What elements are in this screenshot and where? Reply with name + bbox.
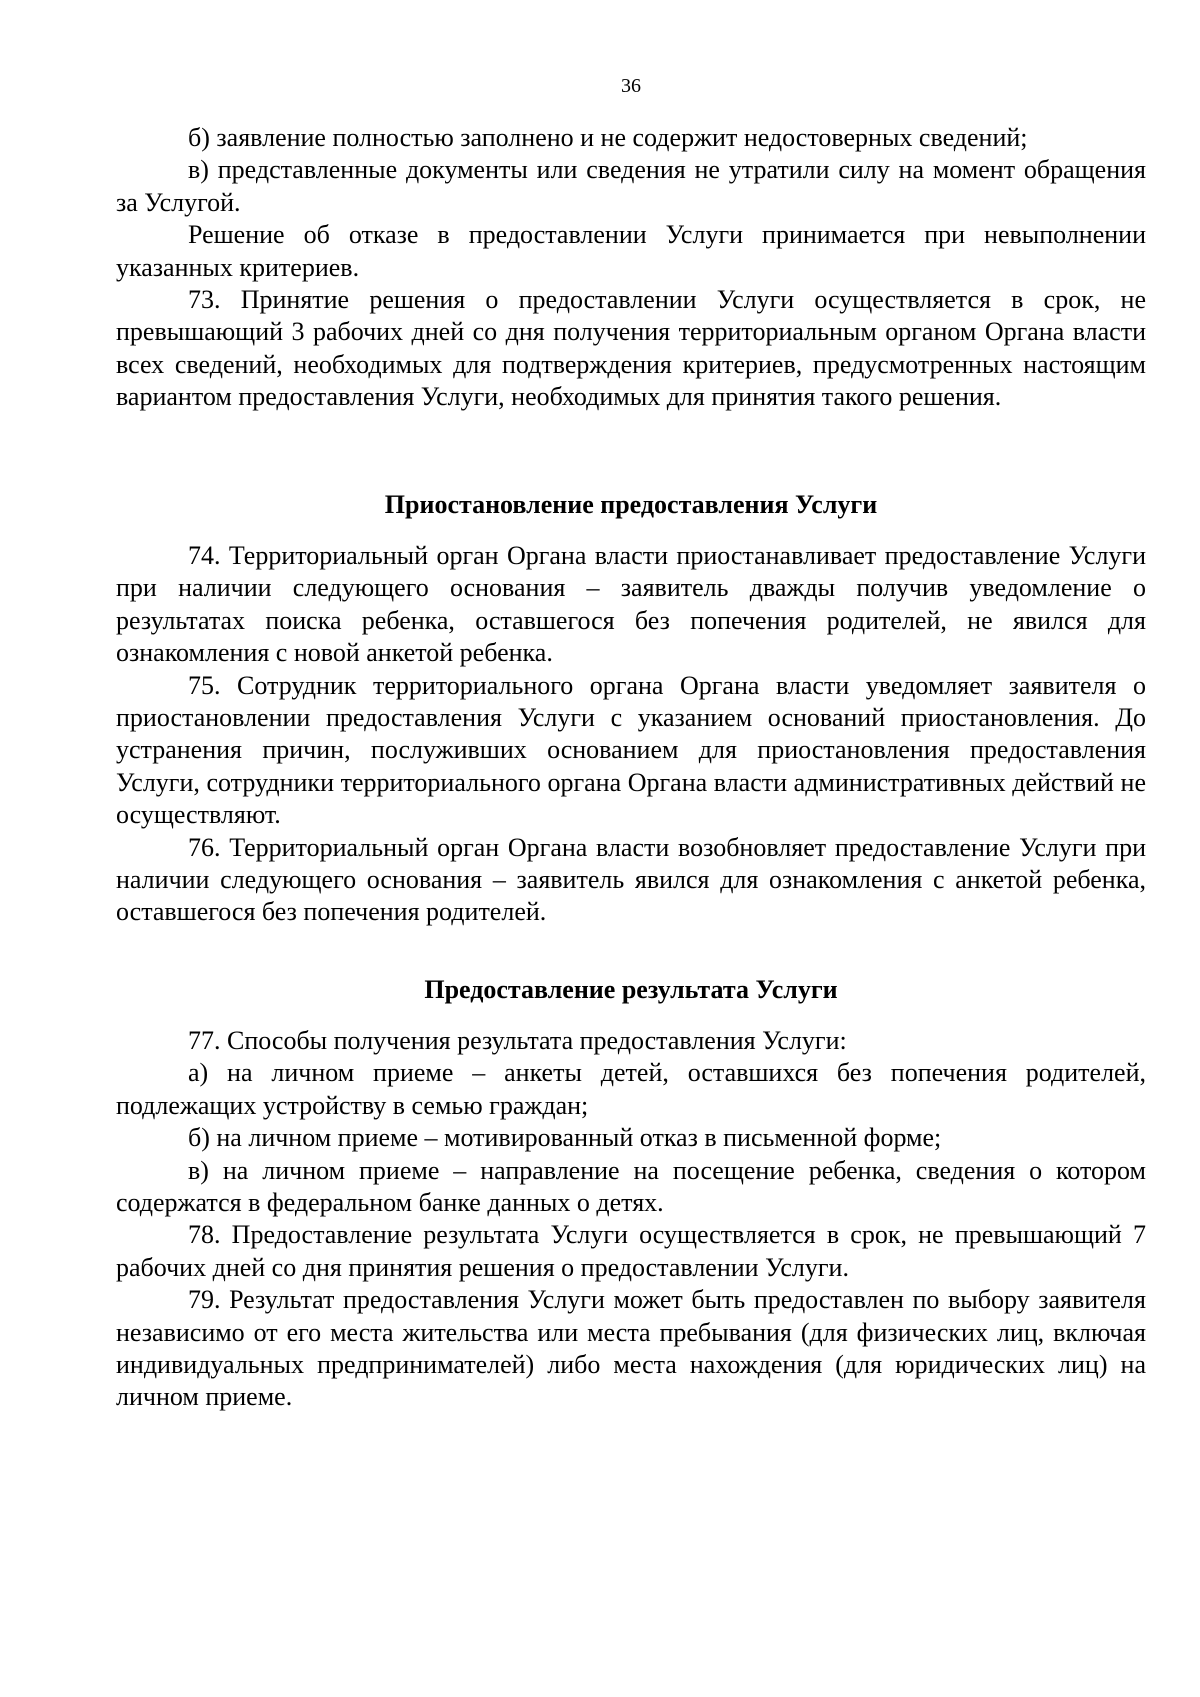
heading-suspension: Приостановление предоставления Услуги [384, 490, 878, 519]
paragraph-78: 78. Предоставление результата Услуги осуществляется в срок, не превышающий 7 рабочих дней со дня принятия решения о предоставлении Услуги. [116, 1220, 1146, 1282]
paragraph-73: 73. Принятие решения о предоставлении Услуги осуществляется в срок, не превышающий 3 рабочих дней со дня получения территориальным органом Органа власти всех сведений, необходимых для подтверждения критериев, предусмотренных настоящим вариантом предоставления Услуги, необходимых для принятия такого решения. [116, 285, 1146, 412]
paragraph-79: 79. Результат предоставления Услуги может быть предоставлен по выбору заявителя независимо от его места жительства или места пребывания (для физических лиц, включая индивидуальных предпринимателей) либо места нахождения (для юридических лиц) на личном приеме. [116, 1285, 1146, 1412]
page-number: 36 [621, 75, 641, 97]
paragraph-75: 75. Сотрудник территориального органа Органа власти уведомляет заявителя о приостановлении предоставления Услуги с указанием оснований приостановления. До устранения причин, послуживших основанием для приостановления предоставления Услуги, сотрудники территориального органа Органа власти административных действий не осуществляют. [116, 670, 1146, 830]
paragraph-77: 77. Способы получения результата предоставления Услуги: [188, 1026, 847, 1055]
intro-section [116, 122, 1146, 414]
suspension-section [116, 540, 1146, 929]
paragraph-76: 76. Территориальный орган Органа власти возобновляет предоставление Услуги при наличии следующего основания – заявитель явился для ознакомления с анкетой ребенка, оставшегося без попечения родителей. [116, 832, 1146, 927]
paragraph-b-application-complete: б) заявление полностью заполнено и не содержит недостоверных сведений; [188, 123, 1028, 152]
paragraph-v-documents-valid: в) представленные документы или сведения не утратили силу на момент обращения за Услугой. [116, 155, 1146, 217]
paragraph-74: 74. Территориальный орган Органа власти приостанавливает предоставление Услуги при наличии следующего основания – заявитель дважды получив уведомление о результатах поиска ребенка, оставшегося без попечения родителей, не явился для ознакомления с новой анкетой ребенка. [116, 541, 1146, 668]
heading-result: Предоставление результата Услуги [424, 975, 838, 1004]
paragraph-refusal-decision: Решение об отказе в предоставлении Услуги принимается при невыполнении указанных критериев. [116, 220, 1146, 282]
paragraph-77-b: б) на личном приеме – мотивированный отказ в письменной форме; [188, 1123, 942, 1153]
result-section [116, 1025, 1146, 1414]
paragraph-77-a: а) на личном приеме – анкеты детей, оставшихся без попечения родителей, подлежащих устройству в семью граждан; [116, 1058, 1146, 1120]
paragraph-77-v: в) на личном приеме – направление на посещение ребенка, сведения о котором содержатся в федеральном банке данных о детях. [116, 1155, 1146, 1218]
